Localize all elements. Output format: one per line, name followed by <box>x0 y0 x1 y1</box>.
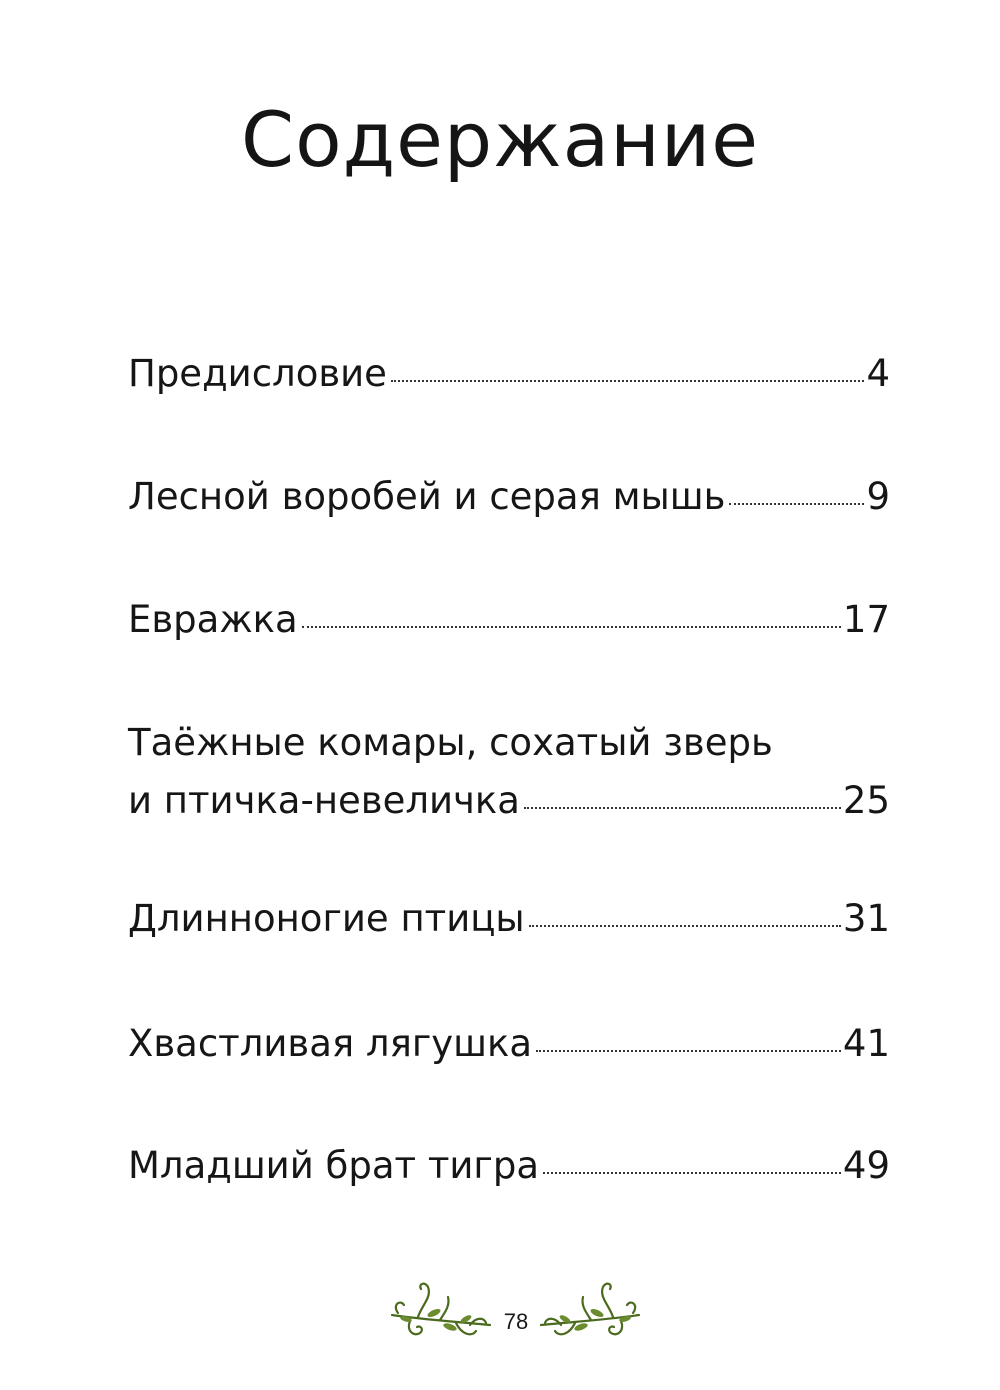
dot-leader <box>529 925 841 927</box>
toc-entry-page: 4 <box>866 352 890 395</box>
toc-entry[interactable] <box>128 1142 890 1190</box>
dot-leader <box>536 1050 841 1052</box>
toc-entry[interactable] <box>128 596 890 644</box>
toc-entry-title: Хвастливая лягушка <box>128 1022 533 1065</box>
toc-entry[interactable] <box>128 1020 890 1068</box>
toc-entry-title: Младший брат тигра <box>128 1144 540 1187</box>
page-number: 78 <box>503 1309 529 1334</box>
page-footer <box>0 1275 1000 1365</box>
dot-leader <box>729 503 864 505</box>
vine-flourish-icon <box>388 1275 493 1345</box>
page-title: Содержание <box>241 95 759 184</box>
toc-entry-page: 41 <box>842 1022 890 1065</box>
toc-entry[interactable] <box>128 473 890 521</box>
dot-leader <box>302 626 841 628</box>
vine-flourish-icon <box>538 1275 643 1345</box>
toc-entry[interactable] <box>128 350 890 398</box>
toc-entry-title: Евражка <box>128 598 298 641</box>
toc-entry-page: 17 <box>842 598 890 641</box>
dot-leader <box>524 807 841 809</box>
dot-leader <box>543 1172 841 1174</box>
toc-entry[interactable] <box>128 895 890 943</box>
toc-entry[interactable] <box>128 719 890 825</box>
toc-entry-page: 9 <box>866 475 890 518</box>
toc-entry-page: 49 <box>842 1144 890 1187</box>
toc-entry-title: Таёжные комары, сохатый зверь <box>128 721 773 764</box>
dot-leader <box>391 380 865 382</box>
toc-entry-title: и птичка-невеличка <box>128 779 520 822</box>
toc-entry-title: Предисловие <box>128 352 387 395</box>
toc-entry-page: 25 <box>842 779 890 822</box>
toc-entry-title: Длинноногие птицы <box>128 897 525 940</box>
toc-entry-page: 31 <box>842 897 890 940</box>
toc-entry-title: Лесной воробей и серая мышь <box>128 475 726 518</box>
